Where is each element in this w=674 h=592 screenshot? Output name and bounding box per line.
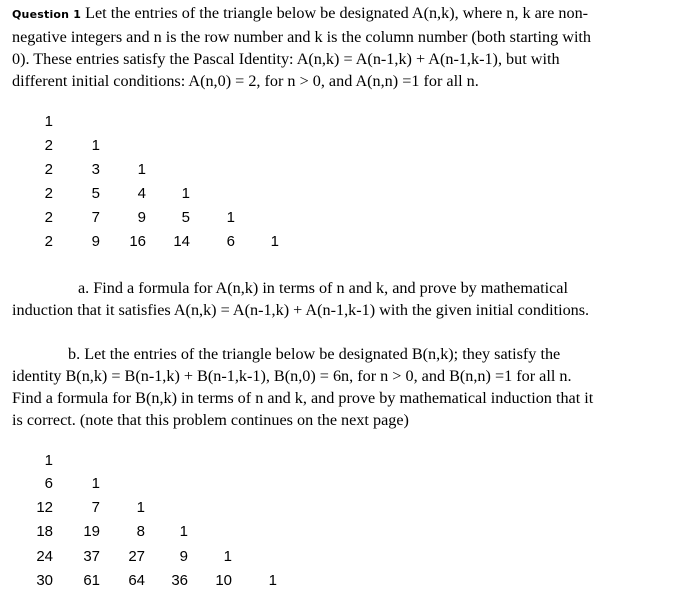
triangle-b-cell: 9 xyxy=(179,548,188,565)
triangle-b-cell: 1 xyxy=(91,475,100,492)
triangle-b-cell: 1 xyxy=(136,499,145,516)
triangle-a-cell: 2 xyxy=(44,137,53,154)
part-b-line-2: identity B(n,k) = B(n-1,k) + B(n-1,k-1), B(n,0) = 6n, for n > 0, and B(n,n) =1 for all n. xyxy=(12,367,572,385)
question-intro xyxy=(12,2,668,92)
triangle-b-cell: 8 xyxy=(136,523,145,540)
triangle-a-cell: 1 xyxy=(137,161,146,178)
triangle-a-cell: 5 xyxy=(181,209,190,226)
triangle-a-cell: 14 xyxy=(173,233,190,250)
triangle-a-cell: 1 xyxy=(181,185,190,202)
triangle-a-cell: 2 xyxy=(44,185,53,202)
intro-line-4: different initial conditions: A(n,0) = 2, for n > 0, and A(n,n) =1 for all n. xyxy=(12,72,479,90)
triangle-a-cell: 1 xyxy=(270,233,279,250)
triangle-b-cell: 18 xyxy=(36,523,53,540)
triangle-b-cell: 1 xyxy=(179,523,188,540)
triangle-a-cell: 6 xyxy=(226,233,235,250)
part-b xyxy=(12,343,668,431)
triangle-a-cell: 9 xyxy=(137,209,146,226)
triangle-a-cell: 5 xyxy=(91,185,100,202)
triangle-a-cell: 2 xyxy=(44,209,53,226)
triangle-a-cell: 4 xyxy=(137,185,146,202)
part-a-line-2: induction that it satisfies A(n,k) = A(n-1,k) + A(n-1,k-1) with the given initial conditions. xyxy=(12,301,590,319)
triangle-b-cell: 64 xyxy=(128,572,145,589)
triangle-b-cell: 7 xyxy=(91,499,100,516)
triangle-a-cell: 2 xyxy=(44,161,53,178)
triangle-b-cell: 1 xyxy=(223,548,232,565)
part-b-line-3: Find a formula for B(n,k) in terms of n and k, and prove by mathematical induction that it xyxy=(12,389,594,407)
question-label: Question 1 xyxy=(12,8,82,21)
triangle-b-cell: 1 xyxy=(44,452,53,469)
triangle-b-cell: 24 xyxy=(36,548,53,565)
triangle-a-cell: 7 xyxy=(91,209,100,226)
part-a xyxy=(12,277,668,321)
triangle-b-cell: 10 xyxy=(215,572,232,589)
triangle-a-cell: 1 xyxy=(44,113,53,130)
triangle-a-cell: 1 xyxy=(226,209,235,226)
part-a-line-1: a. Find a formula for A(n,k) in terms of n and k, and prove by mathematical xyxy=(78,279,568,297)
triangle-b-cell: 12 xyxy=(36,499,53,516)
part-b-line-1: b. Let the entries of the triangle below be designated B(n,k); they satisfy the xyxy=(68,345,561,363)
intro-line-1 xyxy=(12,2,668,26)
triangle-b-cell: 36 xyxy=(171,572,188,589)
triangle-a-cell: 2 xyxy=(44,233,53,250)
triangle-b-cell: 19 xyxy=(83,523,100,540)
triangle-a-cell: 1 xyxy=(91,137,100,154)
triangle-b-cell: 6 xyxy=(44,475,53,492)
triangle-b-cell: 27 xyxy=(128,548,145,565)
triangle-b-cell: 1 xyxy=(268,572,277,589)
part-b-line-4: is correct. (note that this problem continues on the next page) xyxy=(12,411,409,429)
triangle-a-cell: 16 xyxy=(129,233,146,250)
intro-line-2: negative integers and n is the row number and k is the column number (both starting with xyxy=(12,28,592,46)
triangle-b-cell: 61 xyxy=(83,572,100,589)
intro-line-3: 0). These entries satisfy the Pascal Identity: A(n,k) = A(n-1,k) + A(n-1,k-1), but with xyxy=(12,50,560,68)
triangle-a-cell: 9 xyxy=(91,233,100,250)
intro-line-1-text: Let the entries of the triangle below be designated A(n,k), where n, k are non- xyxy=(85,4,589,22)
triangle-b-cell: 30 xyxy=(36,572,53,589)
triangle-b-cell: 37 xyxy=(83,548,100,565)
triangle-a-cell: 3 xyxy=(91,161,100,178)
